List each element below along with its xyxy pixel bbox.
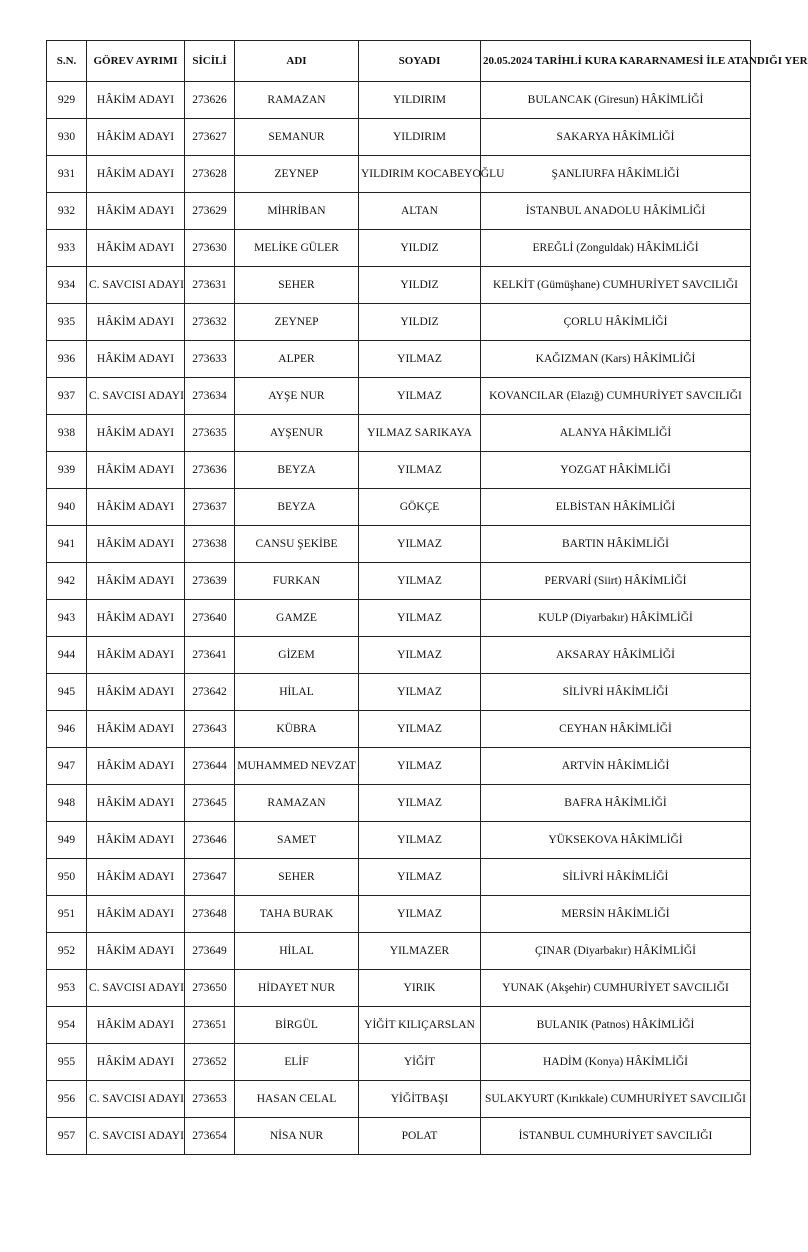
cell-gorev-ayrimi: HÂKİM ADAYI — [87, 563, 185, 600]
cell-soyadi: YILMAZ — [359, 748, 481, 785]
cell-adi: RAMAZAN — [235, 785, 359, 822]
cell-sicil: 273646 — [185, 822, 235, 859]
cell-adi: SAMET — [235, 822, 359, 859]
cell-soyadi: YILMAZ — [359, 452, 481, 489]
cell-sn: 953 — [47, 970, 87, 1007]
cell-soyadi: YİĞİT KILIÇARSLAN — [359, 1007, 481, 1044]
cell-gorev-ayrimi: HÂKİM ADAYI — [87, 452, 185, 489]
table-row — [47, 637, 751, 674]
table-row — [47, 82, 751, 119]
cell-soyadi: YILMAZ — [359, 785, 481, 822]
cell-atandigi-yer: BULANIK (Patnos) HÂKİMLİĞİ — [481, 1007, 751, 1044]
cell-sicil: 273629 — [185, 193, 235, 230]
cell-sicil: 273642 — [185, 674, 235, 711]
cell-adi: ZEYNEP — [235, 304, 359, 341]
cell-atandigi-yer: SİLİVRİ HÂKİMLİĞİ — [481, 859, 751, 896]
cell-adi: BEYZA — [235, 489, 359, 526]
cell-sicil: 273628 — [185, 156, 235, 193]
table-row — [47, 415, 751, 452]
table-row — [47, 933, 751, 970]
header-gorev-ayrimi: GÖREV AYRIMI — [87, 41, 185, 82]
cell-gorev-ayrimi: HÂKİM ADAYI — [87, 1007, 185, 1044]
table-header — [47, 41, 808, 82]
cell-sn: 945 — [47, 674, 87, 711]
cell-sicil: 273635 — [185, 415, 235, 452]
cell-soyadi: YILDIZ — [359, 267, 481, 304]
cell-adi: HİLAL — [235, 933, 359, 970]
cell-sicil: 273636 — [185, 452, 235, 489]
cell-atandigi-yer: BULANCAK (Giresun) HÂKİMLİĞİ — [481, 82, 751, 119]
cell-soyadi: YILMAZ — [359, 526, 481, 563]
cell-sicil: 273634 — [185, 378, 235, 415]
cell-adi: ELİF — [235, 1044, 359, 1081]
cell-gorev-ayrimi: HÂKİM ADAYI — [87, 304, 185, 341]
cell-gorev-ayrimi: HÂKİM ADAYI — [87, 637, 185, 674]
cell-adi: HİDAYET NUR — [235, 970, 359, 1007]
header-sicil: SİCİLİ — [185, 41, 235, 82]
cell-sicil: 273654 — [185, 1118, 235, 1155]
cell-adi: BİRGÜL — [235, 1007, 359, 1044]
cell-atandigi-yer: SİLİVRİ HÂKİMLİĞİ — [481, 674, 751, 711]
cell-sn: 940 — [47, 489, 87, 526]
cell-adi: SEMANUR — [235, 119, 359, 156]
table-row — [47, 748, 751, 785]
cell-soyadi: YİĞİTBAŞI — [359, 1081, 481, 1118]
cell-soyadi: POLAT — [359, 1118, 481, 1155]
table-row — [47, 304, 751, 341]
cell-sn: 956 — [47, 1081, 87, 1118]
table-row — [47, 156, 751, 193]
cell-gorev-ayrimi: HÂKİM ADAYI — [87, 119, 185, 156]
cell-soyadi: YILMAZ — [359, 341, 481, 378]
cell-gorev-ayrimi: C. SAVCISI ADAYI — [87, 378, 185, 415]
cell-gorev-ayrimi: HÂKİM ADAYI — [87, 526, 185, 563]
cell-soyadi: YILDIZ — [359, 230, 481, 267]
cell-sn: 938 — [47, 415, 87, 452]
cell-soyadi: ALTAN — [359, 193, 481, 230]
header-atandigi-yer: 20.05.2024 TARİHLİ KURA KARARNAMESİ İLE ATANDIĞI YER — [481, 41, 751, 82]
cell-gorev-ayrimi: HÂKİM ADAYI — [87, 859, 185, 896]
table-row — [47, 1081, 751, 1118]
cell-gorev-ayrimi: HÂKİM ADAYI — [87, 341, 185, 378]
cell-sn: 955 — [47, 1044, 87, 1081]
cell-soyadi: YILDIRIM KOCABEYOĞLU — [359, 156, 481, 193]
cell-sicil: 273632 — [185, 304, 235, 341]
cell-gorev-ayrimi: C. SAVCISI ADAYI — [87, 1081, 185, 1118]
cell-atandigi-yer: ALANYA HÂKİMLİĞİ — [481, 415, 751, 452]
cell-sn: 951 — [47, 896, 87, 933]
table-row — [47, 896, 751, 933]
cell-adi: NİSA NUR — [235, 1118, 359, 1155]
cell-sn: 941 — [47, 526, 87, 563]
table-row — [47, 1044, 751, 1081]
cell-sicil: 273645 — [185, 785, 235, 822]
cell-adi: BEYZA — [235, 452, 359, 489]
table-row — [47, 452, 751, 489]
header-row — [47, 41, 751, 82]
cell-gorev-ayrimi: HÂKİM ADAYI — [87, 415, 185, 452]
table-row — [47, 341, 751, 378]
cell-sn: 936 — [47, 341, 87, 378]
header-adi: ADI — [235, 41, 359, 82]
cell-gorev-ayrimi: HÂKİM ADAYI — [87, 674, 185, 711]
cell-atandigi-yer: ELBİSTAN HÂKİMLİĞİ — [481, 489, 751, 526]
cell-soyadi: YILDIRIM — [359, 119, 481, 156]
table-row — [47, 489, 751, 526]
cell-atandigi-yer: SULAKYURT (Kırıkkale) CUMHURİYET SAVCILIĞI — [481, 1081, 751, 1118]
table-row — [47, 378, 751, 415]
table-row — [47, 859, 751, 896]
cell-atandigi-yer: YÜKSEKOVA HÂKİMLİĞİ — [481, 822, 751, 859]
table-row — [47, 526, 751, 563]
table-row — [47, 785, 751, 822]
cell-soyadi: YILMAZER — [359, 933, 481, 970]
cell-atandigi-yer: YUNAK (Akşehir) CUMHURİYET SAVCILIĞI — [481, 970, 751, 1007]
cell-gorev-ayrimi: C. SAVCISI ADAYI — [87, 970, 185, 1007]
table-row — [47, 1118, 751, 1155]
cell-gorev-ayrimi: HÂKİM ADAYI — [87, 822, 185, 859]
cell-sn: 946 — [47, 711, 87, 748]
cell-sicil: 273652 — [185, 1044, 235, 1081]
assignment-table — [46, 40, 808, 1155]
cell-sicil: 273648 — [185, 896, 235, 933]
cell-gorev-ayrimi: HÂKİM ADAYI — [87, 933, 185, 970]
cell-sicil: 273647 — [185, 859, 235, 896]
cell-atandigi-yer: AKSARAY HÂKİMLİĞİ — [481, 637, 751, 674]
cell-soyadi: YİĞİT — [359, 1044, 481, 1081]
table-row — [47, 563, 751, 600]
table-row — [47, 674, 751, 711]
cell-sn: 932 — [47, 193, 87, 230]
cell-atandigi-yer: KOVANCILAR (Elazığ) CUMHURİYET SAVCILIĞI — [481, 378, 751, 415]
cell-sicil: 273650 — [185, 970, 235, 1007]
cell-soyadi: YILDIRIM — [359, 82, 481, 119]
cell-atandigi-yer: KULP (Diyarbakır) HÂKİMLİĞİ — [481, 600, 751, 637]
table-row — [47, 1007, 751, 1044]
cell-gorev-ayrimi: HÂKİM ADAYI — [87, 82, 185, 119]
cell-adi: MELİKE GÜLER — [235, 230, 359, 267]
table-row — [47, 600, 751, 637]
cell-soyadi: YILMAZ — [359, 637, 481, 674]
cell-adi: ALPER — [235, 341, 359, 378]
cell-sn: 934 — [47, 267, 87, 304]
table-row — [47, 711, 751, 748]
cell-atandigi-yer: ARTVİN HÂKİMLİĞİ — [481, 748, 751, 785]
cell-adi: MİHRİBAN — [235, 193, 359, 230]
cell-atandigi-yer: ŞANLIURFA HÂKİMLİĞİ — [481, 156, 751, 193]
cell-atandigi-yer: CEYHAN HÂKİMLİĞİ — [481, 711, 751, 748]
cell-sn: 933 — [47, 230, 87, 267]
cell-gorev-ayrimi: C. SAVCISI ADAYI — [87, 267, 185, 304]
table-row — [47, 230, 751, 267]
cell-soyadi: YILMAZ — [359, 822, 481, 859]
cell-adi: MUHAMMED NEVZAT — [235, 748, 359, 785]
cell-atandigi-yer: HADİM (Konya) HÂKİMLİĞİ — [481, 1044, 751, 1081]
cell-soyadi: YILMAZ — [359, 674, 481, 711]
cell-atandigi-yer: SAKARYA HÂKİMLİĞİ — [481, 119, 751, 156]
cell-adi: GİZEM — [235, 637, 359, 674]
cell-sn: 957 — [47, 1118, 87, 1155]
cell-adi: HİLAL — [235, 674, 359, 711]
cell-soyadi: YILMAZ — [359, 600, 481, 637]
cell-sicil: 273641 — [185, 637, 235, 674]
cell-adi: ZEYNEP — [235, 156, 359, 193]
cell-soyadi: GÖKÇE — [359, 489, 481, 526]
cell-gorev-ayrimi: HÂKİM ADAYI — [87, 711, 185, 748]
cell-atandigi-yer: ÇORLU HÂKİMLİĞİ — [481, 304, 751, 341]
cell-gorev-ayrimi: HÂKİM ADAYI — [87, 1044, 185, 1081]
table-row — [47, 822, 751, 859]
cell-sicil: 273644 — [185, 748, 235, 785]
cell-adi: SEHER — [235, 859, 359, 896]
cell-sicil: 273649 — [185, 933, 235, 970]
cell-sn: 948 — [47, 785, 87, 822]
cell-atandigi-yer: ÇINAR (Diyarbakır) HÂKİMLİĞİ — [481, 933, 751, 970]
cell-adi: RAMAZAN — [235, 82, 359, 119]
cell-adi: AYŞENUR — [235, 415, 359, 452]
cell-gorev-ayrimi: HÂKİM ADAYI — [87, 785, 185, 822]
cell-adi: GAMZE — [235, 600, 359, 637]
cell-sn: 931 — [47, 156, 87, 193]
cell-gorev-ayrimi: HÂKİM ADAYI — [87, 193, 185, 230]
cell-adi: CANSU ŞEKİBE — [235, 526, 359, 563]
table-row — [47, 193, 751, 230]
cell-sn: 942 — [47, 563, 87, 600]
cell-atandigi-yer: BAFRA HÂKİMLİĞİ — [481, 785, 751, 822]
cell-sn: 935 — [47, 304, 87, 341]
table-row — [47, 970, 751, 1007]
cell-sn: 954 — [47, 1007, 87, 1044]
cell-sn: 949 — [47, 822, 87, 859]
cell-soyadi: YILMAZ — [359, 563, 481, 600]
header-soyadi: SOYADI — [359, 41, 481, 82]
cell-soyadi: YIRIK — [359, 970, 481, 1007]
cell-sn: 950 — [47, 859, 87, 896]
cell-gorev-ayrimi: HÂKİM ADAYI — [87, 230, 185, 267]
cell-sicil: 273626 — [185, 82, 235, 119]
cell-sicil: 273633 — [185, 341, 235, 378]
cell-sn: 939 — [47, 452, 87, 489]
cell-gorev-ayrimi: HÂKİM ADAYI — [87, 156, 185, 193]
cell-adi: SEHER — [235, 267, 359, 304]
cell-sicil: 273651 — [185, 1007, 235, 1044]
cell-adi: HASAN CELAL — [235, 1081, 359, 1118]
cell-soyadi: YILMAZ — [359, 711, 481, 748]
cell-atandigi-yer: BARTIN HÂKİMLİĞİ — [481, 526, 751, 563]
cell-soyadi: YILMAZ — [359, 378, 481, 415]
header-sn: S.N. — [47, 41, 87, 82]
cell-atandigi-yer: EREĞLİ (Zonguldak) HÂKİMLİĞİ — [481, 230, 751, 267]
cell-adi: AYŞE NUR — [235, 378, 359, 415]
cell-sicil: 273631 — [185, 267, 235, 304]
cell-sn: 944 — [47, 637, 87, 674]
cell-atandigi-yer: PERVARİ (Siirt) HÂKİMLİĞİ — [481, 563, 751, 600]
cell-atandigi-yer: İSTANBUL CUMHURİYET SAVCILIĞI — [481, 1118, 751, 1155]
cell-atandigi-yer: KAĞIZMAN (Kars) HÂKİMLİĞİ — [481, 341, 751, 378]
cell-sn: 952 — [47, 933, 87, 970]
cell-atandigi-yer: KELKİT (Gümüşhane) CUMHURİYET SAVCILIĞI — [481, 267, 751, 304]
cell-adi: TAHA BURAK — [235, 896, 359, 933]
cell-sn: 943 — [47, 600, 87, 637]
cell-sicil: 273653 — [185, 1081, 235, 1118]
cell-adi: FURKAN — [235, 563, 359, 600]
cell-sicil: 273627 — [185, 119, 235, 156]
cell-soyadi: YILMAZ — [359, 859, 481, 896]
cell-gorev-ayrimi: C. SAVCISI ADAYI — [87, 1118, 185, 1155]
cell-sn: 937 — [47, 378, 87, 415]
cell-soyadi: YILMAZ — [359, 896, 481, 933]
table-row — [47, 267, 751, 304]
cell-soyadi: YILMAZ SARIKAYA — [359, 415, 481, 452]
cell-sicil: 273640 — [185, 600, 235, 637]
cell-gorev-ayrimi: HÂKİM ADAYI — [87, 896, 185, 933]
cell-soyadi: YILDIZ — [359, 304, 481, 341]
cell-sicil: 273630 — [185, 230, 235, 267]
table-row — [47, 119, 751, 156]
cell-atandigi-yer: MERSİN HÂKİMLİĞİ — [481, 896, 751, 933]
cell-sicil: 273643 — [185, 711, 235, 748]
cell-gorev-ayrimi: HÂKİM ADAYI — [87, 489, 185, 526]
cell-sicil: 273637 — [185, 489, 235, 526]
table-body — [47, 82, 751, 1155]
cell-gorev-ayrimi: HÂKİM ADAYI — [87, 748, 185, 785]
cell-sn: 929 — [47, 82, 87, 119]
cell-sicil: 273638 — [185, 526, 235, 563]
cell-atandigi-yer: İSTANBUL ANADOLU HÂKİMLİĞİ — [481, 193, 751, 230]
cell-gorev-ayrimi: HÂKİM ADAYI — [87, 600, 185, 637]
cell-atandigi-yer: YOZGAT HÂKİMLİĞİ — [481, 452, 751, 489]
cell-sn: 947 — [47, 748, 87, 785]
cell-adi: KÜBRA — [235, 711, 359, 748]
cell-sicil: 273639 — [185, 563, 235, 600]
cell-sn: 930 — [47, 119, 87, 156]
